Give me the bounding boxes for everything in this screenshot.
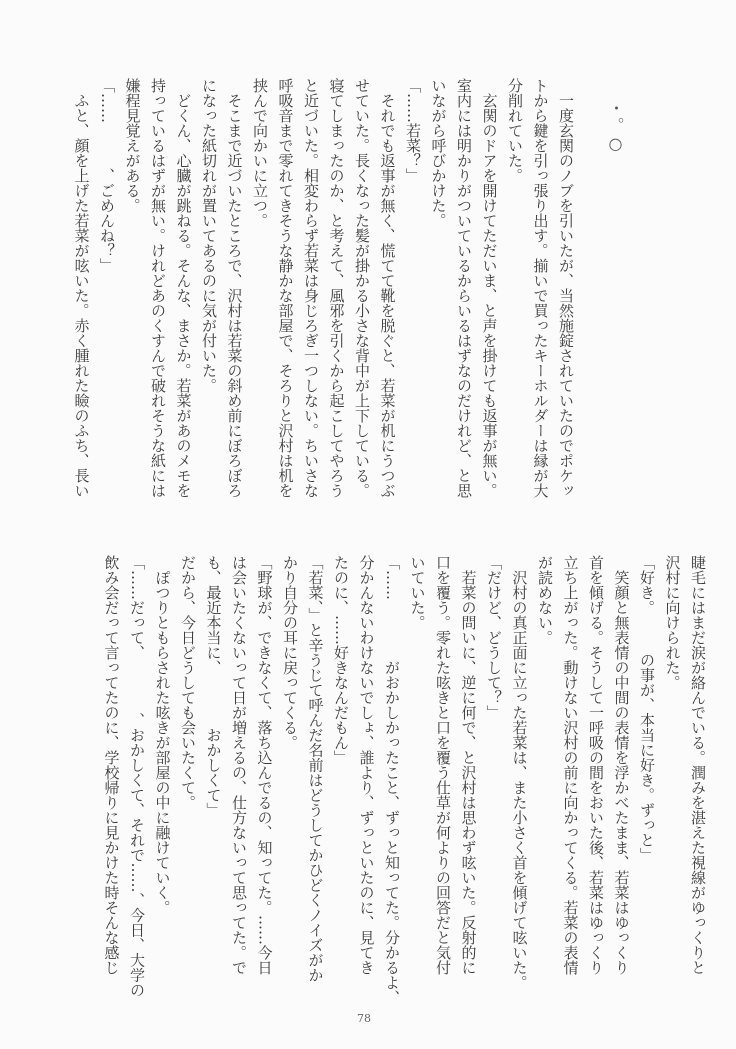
text-column: 分削れていた。 [506, 78, 524, 183]
text-column: トから鍵を引っ張り出す。揃いで買ったキーホルダーは縁が大 [531, 78, 550, 498]
text-column: 呼吸音まで零れてきそうな静かな部屋で、そろりと沢村は机を [276, 78, 295, 498]
text-column: 嫌程見覚えがある。 [123, 78, 142, 213]
text-column: 「野球が、できなくて、落ち込んでるの、知ってた。……今日 [255, 555, 274, 975]
text-column: 「だけど、どうして？」 [485, 555, 503, 720]
text-column: いながら呼びかけた。 [429, 78, 448, 228]
text-column: いていた。 [408, 555, 427, 630]
text-column: 「……だって、 、おかしくて、それで……、今日、大学の [128, 555, 146, 998]
text-column: 室内には明かりがついているからいるはずなのだけれど、と思 [455, 78, 473, 498]
text-column: と近づいた。相変わらず若菜は身じろぎ一つしない。ちいさな [302, 78, 320, 498]
text-column: それでも返事が無く、慌てて靴を脱ぐと、若菜が机にうつぶ [378, 78, 397, 498]
text-column: たのに、……好きなんだもん」 [332, 555, 350, 765]
text-column: 首を傾げる。そうして一呼吸の間をおいた後、若菜はゆっくり [587, 555, 605, 975]
lower-text-tier [98, 555, 710, 1007]
text-column: は会いたくないって日が増えるの、仕方ないって思ってた。で [230, 555, 248, 975]
text-column: 玄関のドアを開けてただいま、と声を掛けても返事が無い。 [480, 78, 499, 498]
text-column: 分かんないわけないでしょ、誰より、ずっといたのに、見てき [357, 555, 376, 975]
text-column: 飲み会だって言ってたのに、学校帰りに見かけた時そんな感じ [102, 555, 121, 975]
text-column: になった紙切れが置いてあるのに気が付いた。 [200, 78, 218, 393]
section-ornament: ・。○ [606, 100, 625, 154]
page-number: 78 [357, 1012, 371, 1025]
text-column: 持っているはずが無い。けれどあのくすんで破れそうな紙には [149, 78, 167, 498]
text-column: 口を覆う。零れた呟きと口を覆う仕草が何よりの回答だと気付 [434, 555, 452, 975]
text-column: だから、今日どうしても会いたくて。 [179, 555, 197, 810]
text-column: 若菜の問いに、逆に何で、と沢村は思わず呟いた。反射的に [459, 555, 478, 975]
text-column: が読めない。 [536, 555, 554, 645]
text-column: せていた。長くなった髪が掛かる小さな背中が上下している。 [353, 78, 371, 498]
text-column: 「若菜、」と辛うじて呼んだ名前はどうしてかひどくノイズがか [306, 555, 325, 983]
text-column: 「……若菜？」 [404, 78, 422, 183]
upper-text-tier [68, 78, 578, 530]
text-column: ふと、顔を上げた若菜が呟いた。赤く腫れた瞼のふち、長い [72, 78, 91, 498]
text-column: 挟んで向かいに立つ。 [251, 78, 269, 228]
text-column: も、最近本当に、 おかしくて」 [204, 555, 223, 818]
text-column: 「…… がおかしかったこと、ずっと知ってた。分かるよ、 [383, 555, 401, 1005]
text-column: ぽつりともらされた呟きが部屋の中に融けていく。 [153, 555, 172, 915]
text-column: 睫毛にはまだ涙が絡んでいる。潤みを湛えた視線がゆっくりと [689, 555, 707, 975]
text-column: 沢村に向けられた。 [663, 555, 682, 690]
text-column: そこまで近づいたところで、沢村は若菜の斜め前にぼろぼろ [225, 78, 244, 498]
text-column: 沢村の真正面に立った若菜は、また小さく首を傾げて呟いた。 [510, 555, 529, 990]
text-column: 「好き。 の事が、本当に好き。ずっと」 [638, 555, 656, 863]
text-column: 一度玄関のノブを引いたが、当然施錠されていたのでポケッ [557, 78, 575, 498]
text-column: 笑顔と無表情の中間の表情を浮かべたまま、若菜はゆっくり [612, 555, 631, 975]
text-column: どくん、心臓が跳ねる。そんな、まさか。若菜があのメモを [174, 78, 193, 498]
text-column: 立ち上がった。動けない沢村の前に向かってくる。若菜の表情 [561, 555, 580, 975]
text-column: かり自分の耳に戻ってくる。 [281, 555, 299, 750]
text-column: 寝てしまったのか、と考えて、風邪を引くから起こしてやろう [327, 78, 346, 498]
text-column: 「…… 、ごめんね？」 [98, 78, 116, 273]
